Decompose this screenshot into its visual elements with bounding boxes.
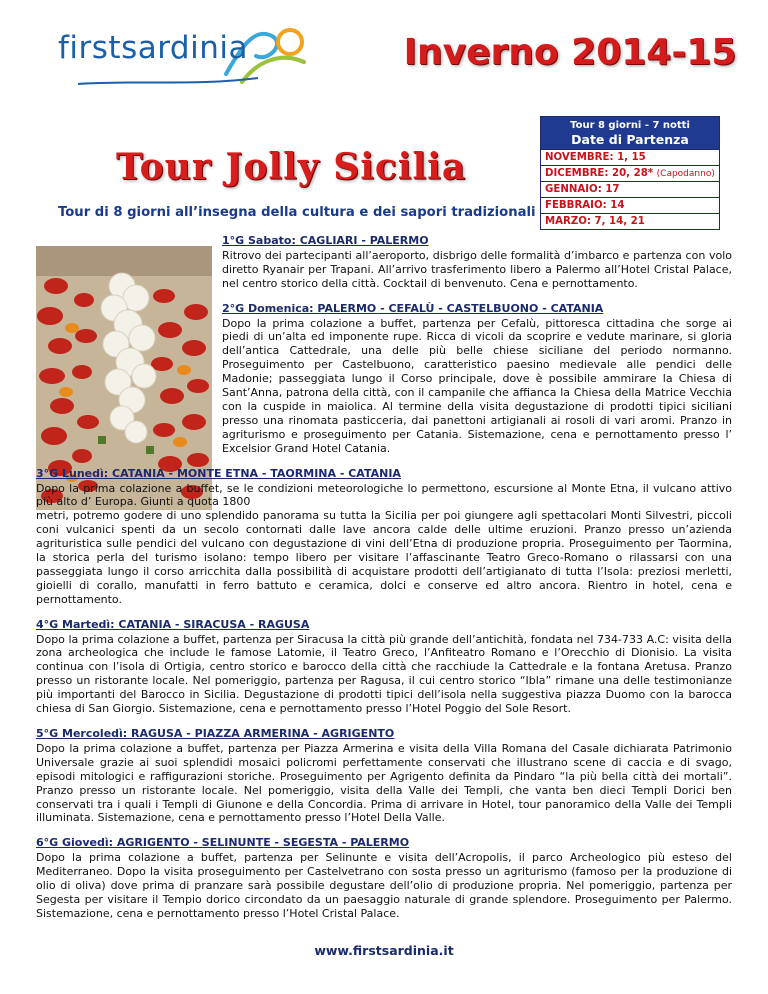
date-row-december: DICEMBRE: 20, 28* (Capodanno) <box>541 165 719 181</box>
day-6-text: Dopo la prima colazione a buffet, partenza per Selinunte e visita dell’Acropolis, il parco Archeologico più esteso del Mediterraneo. Dopo la visita proseguimento per Castelvetrano con sosta presso un agriturismo (famoso per la produzione di olio di oliva) dove prima di pranzare sarà possibile degustare dell’olio di produzione propria. Nel pomeriggio, partenza per Segesta per visitare il Tempio dorico circondato da un paesaggio naturale di grande splendore. Proseguimento per Palermo. Sistemazione, cena e pernottamento presso l’Hotel Cristal Palace. <box>36 851 732 920</box>
day-6 <box>36 836 732 920</box>
logo-text: firstsardinia <box>58 30 248 66</box>
tour-subtitle: Tour di 8 giorni all’insegna della cultura e dei sapori tradizionali <box>58 205 536 220</box>
tour-title: Tour Jolly Sicilia <box>116 146 467 188</box>
departure-dates-heading: Date di Partenza <box>571 132 689 147</box>
departure-dates-box <box>540 116 720 230</box>
date-row-february: FEBBRAIO: 14 <box>541 197 719 213</box>
day-3 <box>36 467 732 607</box>
day-2 <box>222 302 732 456</box>
day-1-title: 1°G Sabato: CAGLIARI - PALERMO <box>222 234 429 247</box>
day-3-title: 3°G Lunedì: CATANIA - MONTE ETNA - TAORMINA - CATANIA <box>36 466 401 480</box>
day-6-title: 6°G Giovedì: AGRIGENTO - SELINUNTE - SEGESTA - PALERMO <box>36 836 410 850</box>
firstsardinia-logo <box>58 22 318 92</box>
day-5 <box>36 727 732 825</box>
tour-duration: Tour 8 giorni - 7 notti <box>570 120 690 131</box>
day-1 <box>222 234 732 291</box>
day-2-title: 2°G Domenica: PALERMO - CEFALÙ - CASTELBUONO - CATANIA <box>222 301 604 315</box>
itinerary <box>36 234 732 921</box>
day-5-text: Dopo la prima colazione a buffet, partenza per Piazza Armerina e visita della Villa Romana del Casale dichiarata Patrimonio Universale grazie ai suoi splendidi mosaici policromi perfettamente conservati che illustrano scene di caccia e di svago, episodi mitologici e raffigurazioni storiche. Proseguimento per Agrigento definita da Pindaro “la più bella città dei mortali”. Pranzo presso un ristorante locale. Nel pomeriggio, visita della Valle dei Templi, che vanta ben dieci Templi Dorici ben conservati tra i quali i Templi di Giunone e della Concordia. Prima di arrivare in Hotel, tour panoramico della Valle dei Templi illuminata. Sistemazione, cena e pernottamento presso l’Hotel Della Valle. <box>36 741 732 825</box>
date-row-march: MARZO: 7, 14, 21 <box>541 213 719 229</box>
day-1-text: Ritrovo dei partecipanti all’aeroporto, disbrigo delle formalità d’imbarco e partenza con volo diretto Ryanair per Trapani. All’arrivo trasferimento libero a Palermo all’Hotel Cristal Palace, nel centro storico della città. Cocktail di benvenuto. Cena e pernottamento. <box>222 248 732 290</box>
day-4-title: 4°G Martedì: CATANIA - SIRACUSA - RAGUSA <box>36 617 310 631</box>
date-row-november: NOVEMBRE: 1, 15 <box>541 149 719 165</box>
day-4 <box>36 618 732 716</box>
day-4-text: Dopo la prima colazione a buffet, partenza per Siracusa la città più grande dell’antichità, fondata nel 734-733 A.C: visita della zona archeologica che include le famose Latomie, il Teatro Greco, l’Anfiteatro Romano e l’Orecchio di Dionisio. La visita continua con l’isola di Ortigia, centro storico e barocco della città che racchiude la Cattedrale e la fontana Aretusa. Pranzo presso un ristorante locale. Nel pomeriggio, partenza per Ragusa, il cui centro storico “Ibla” rimane una delle testimonianze più importanti del Barocco in Sicilia. Degustazione di prodotti tipici dell’isola nella suggestiva piazza Duomo con la barocca chiesa di San Giorgio. Sistemazione, cena e pernottamento presso l’Hotel Poggio del Sole Resort. <box>36 632 732 716</box>
day-2-text: Dopo la prima colazione a buffet, partenza per Cefalù, pittoresca cittadina che sorge ai piedi di un’alta ed imponente rupe. Ricca di vicoli da scoprire e vedute marinare, si gloria dell’antica Cattedrale, una delle più belle chiese siciliane del periodo normanno. Proseguimento per Castelbuono, caratteristico paesino medievale alle pendici delle Madonie; passeggiata lungo il Corso principale, dove è possibile ammirare la Chiesa di Sant’Anna, patrona della città, con il campanile che affianca la Chiesa della Matrice Vecchia con la cuspide in maiolica. Al termine della visita degustazione di prodotti tipici siciliani presso una rinomata pasticceria, dai panettoni artigianali ai rosoli di vari aromi. Pranzo in agriturismo e proseguimento per Catania. Sistemazione, cena e pernottamento presso l’ Excelsior Grand Hotel Catania. <box>222 316 732 455</box>
season-title: Inverno 2014-15 <box>403 32 737 73</box>
day-5-title: 5°G Mercoledì: RAGUSA - PIAZZA ARMERINA - AGRIGENTO <box>36 727 395 740</box>
departure-dates-header <box>541 117 719 149</box>
website-link[interactable]: www.firstsardinia.it <box>314 943 454 958</box>
date-note: (Capodanno) <box>656 169 715 179</box>
day-3-text-indented: Dopo la prima colazione a buffet, se le condizioni meteorologiche lo permettono, escursione al Monte Etna, il vulcano attivo più alto d’ Europa. Giunti a quota 1800 <box>36 481 732 509</box>
day-3-text: metri, potremo godere di uno splendido panorama su tutta la Sicilia per poi giungere agli spettacolari Monti Silvestri, piccoli coni vulcanici spenti da un secolo contornati dalle lave ancora calde delle ultime eruzioni. Pranzo presso un’azienda agrituristica sulle pendici del vulcano con degustazione di vini dell’Etna di produzione propria. Proseguimento per Taormina, la storica perla del turismo isolano: tempo libero per visitare l’affascinante Teatro Greco-Romano o rilassarsi con una passeggiata lungo il corso arricchita dalla possibilità di acquistare prodotti dell’artigianato di tutta l’Isola: preziosi merletti, gioielli di corallo, manufatti in ferro battuto e ceramica, dolci e conserve ed altro ancora. Rientro in hotel, cena e pernottamento. <box>36 509 732 606</box>
date-row-january: GENNAIO: 17 <box>541 181 719 197</box>
